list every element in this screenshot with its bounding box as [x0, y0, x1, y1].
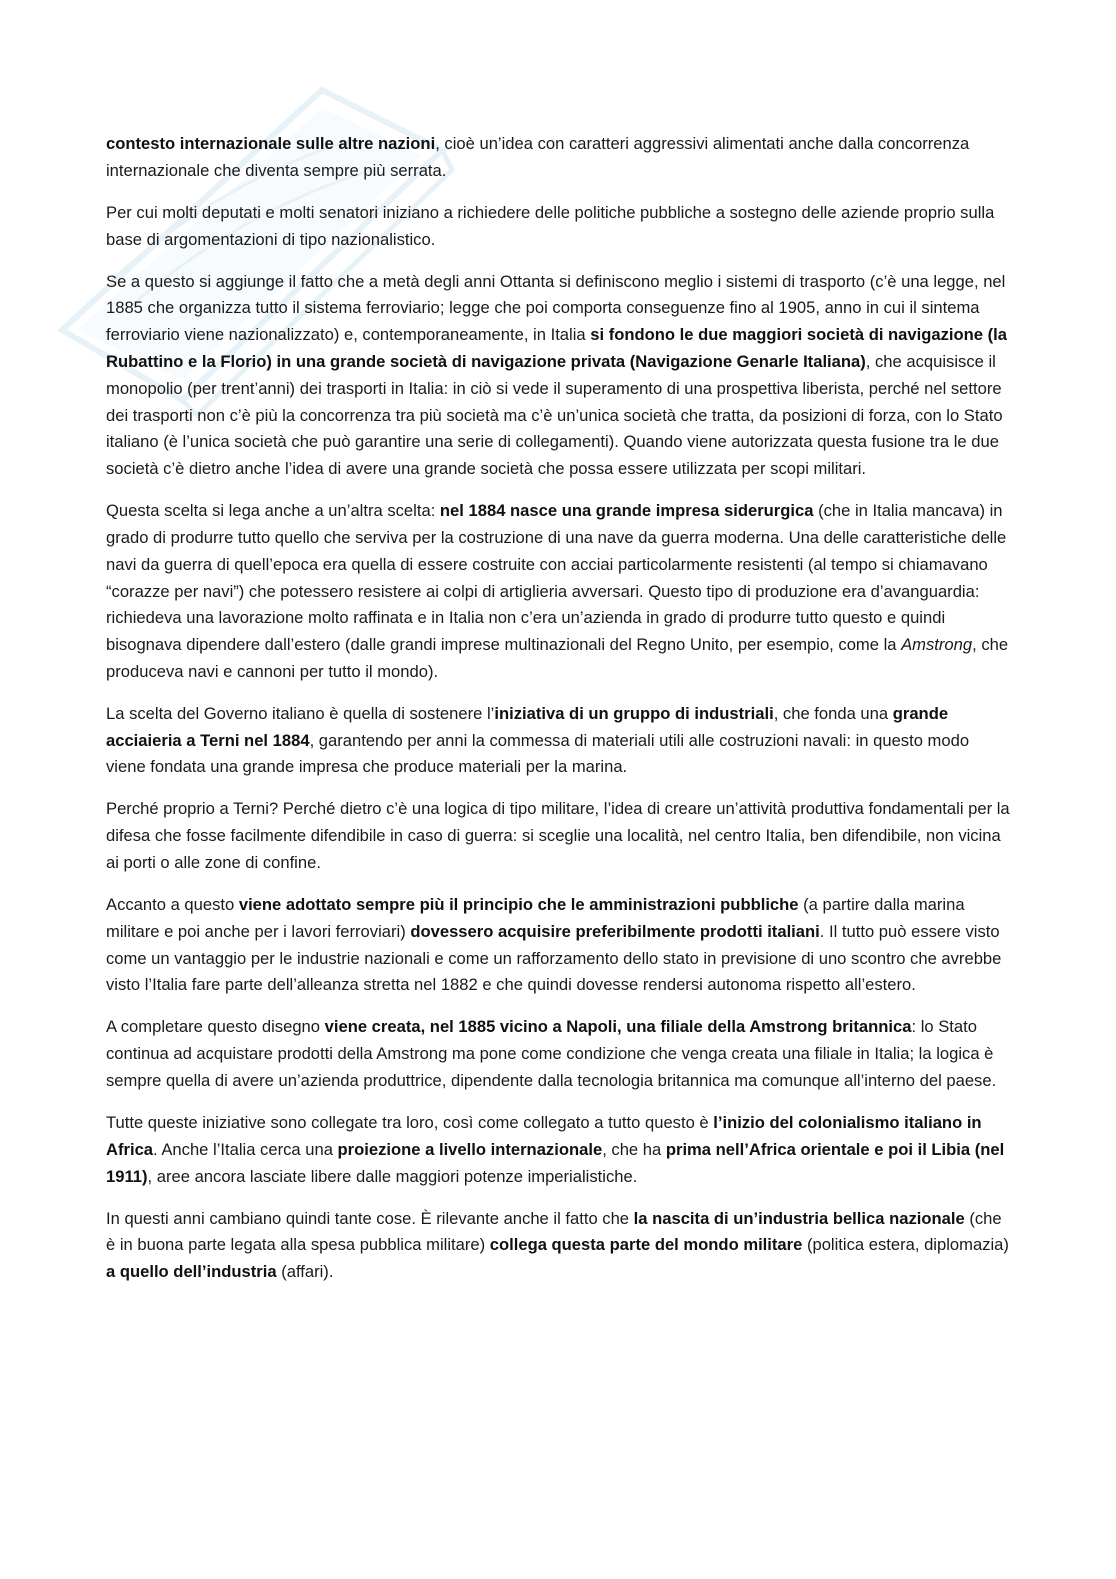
bold-text: prima nell’Africa orientale e poi il Libia (nel 1911)	[106, 1139, 1005, 1186]
bold-text: si fondono le due maggiori società di navigazione (la Rubattino e la Florio) in una grande società di navigazione privata (Navigazione Genarle Italiana)	[106, 325, 1007, 371]
text-run: (affari).	[276, 1262, 334, 1282]
text-run: , cioè un’idea con caratteri aggressivi alimentati anche dalla concorrenza internazionale che diventa sempre più serrata.	[106, 134, 970, 180]
text-run: A completare questo disegno	[106, 1017, 325, 1037]
text-run: Accanto a questo	[106, 895, 239, 915]
paragraph-7	[106, 892, 1012, 999]
text-run: . Anche l’Italia cerca una	[153, 1139, 338, 1159]
text-run: , che fonda una	[773, 703, 893, 723]
paragraph-5	[106, 701, 1012, 781]
text-run: , che acquisisce il monopolio (per trent’anni) dei trasporti in Italia: in ciò si vede il superamento di una prospettiva liberista, perché nel settore dei trasporti non c’è più la concorrenza tra più società ma c’è un’unica società che tratta, da posizioni di forza, con lo Stato italiano (è l’unica società che può garantire una serie di collegamenti). Quando viene autorizzata questa fusione tra le due società c’è dietro anche l’idea di avere una grande società che possa essere utilizzata per scopi militari.	[106, 351, 1003, 479]
text-run: , garantendo per anni la commessa di materiali utili alle costruzioni navali: in questo modo viene fondata una grande impresa che produce materiali per la marina.	[106, 730, 970, 777]
bold-text: viene creata, nel 1885 vicino a Napoli, una filiale della Amstrong britannica	[324, 1017, 912, 1037]
bold-text: dovessero acquisire preferibilmente prodotti italiani	[410, 921, 820, 941]
text-run: Perché proprio a Terni? Perché dietro c’è una logica di tipo militare, l’idea di creare un’attività produttiva fondamentali per la difesa che fosse facilmente difendibile in caso di guerra: si sceglie una località, nel centro Italia, ben difendibile, non vicina ai porti o alle zone di confine.	[106, 799, 1010, 873]
text-run: , che produceva navi e cannoni per tutto il mondo).	[106, 635, 1009, 681]
text-run: Se a questo si aggiunge il fatto che a metà degli anni Ottanta si definiscono meglio i sistemi di trasporto (c’è una legge, nel 1885 che organizza tutto il sistema ferroviario; legge che poi comporta conseguenze fino al 1905, anno in cui il sintema ferroviario viene nazionalizzato) e, contemporaneamente, in Italia	[106, 271, 1006, 345]
paragraph-9	[106, 1110, 1012, 1190]
text-run: Per cui molti deputati e molti senatori iniziano a richiedere delle politiche pubbliche a sostegno delle aziende proprio sulla base di argomentazioni di tipo nazionalistico.	[106, 202, 995, 249]
text-run: La scelta del Governo italiano è quella di sostenere l’	[106, 703, 495, 723]
text-run: (che è in buona parte legata alla spesa pubblica militare)	[106, 1208, 1002, 1255]
text-run: . Il tutto può essere visto come un vantaggio per le industrie nazionali e come un rafforzamento dello stato in previsione di uno scontro che avrebbe visto l’Italia fare parte dell’alleanza stretta nel 1882 e che quindi dovesse rendersi autonoma rispetto all’estero.	[106, 921, 1002, 995]
text-run: (a partire dalla marina militare e poi anche per i lavori ferroviari)	[106, 895, 965, 941]
paragraph-2	[106, 200, 1012, 254]
document-text	[106, 131, 1012, 1301]
paragraph-3	[106, 269, 1012, 483]
bold-text: l’inizio del colonialismo italiano in Africa	[106, 1113, 982, 1159]
bold-text: a quello dell’industria	[106, 1262, 277, 1282]
paragraph-1	[106, 131, 1012, 185]
bold-text: grande acciaieria a Terni nel 1884	[106, 703, 949, 750]
text-run: : lo Stato continua ad acquistare prodotti della Amstrong ma pone come condizione che venga creata una filiale in Italia; la logica è sempre quella di avere un’azienda produttrice, dipendente dalla tecnologia britannica ma comunque all’interno del paese.	[106, 1017, 997, 1091]
paragraph-10	[106, 1206, 1012, 1286]
bold-text: contesto internazionale sulle altre nazioni	[106, 134, 436, 153]
bold-text: collega questa parte del mondo militare	[489, 1235, 803, 1255]
text-run: (che in Italia mancava) in grado di produrre tutto quello che serviva per la costruzione di una nave da guerra moderna. Una delle caratteristiche delle navi da guerra di quell’epoca era quella di essere costruite con acciai particolarmente resistenti (al tempo si chiamavano “corazze per navi”) che potessero resistere ai colpi di artiglieria avversari. Questo tipo di produzione era d’avanguardia: richiedeva una lavorazione molto raffinata e in Italia non c’era un’azienda in grado di produrre tutto questo e quindi bisognava dipendere dall’estero (dalle grandi imprese multinazionali del Regno Unito, per esempio, come la	[106, 501, 1007, 655]
bold-text: la nascita di un’industria bellica nazionale	[633, 1208, 965, 1228]
text-run: Questa scelta si lega anche a un’altra scelta:	[106, 501, 440, 521]
paragraph-8	[106, 1014, 1012, 1094]
text-run: , che ha	[602, 1139, 666, 1159]
text-run: Tutte queste iniziative sono collegate tra loro, così come collegato a tutto questo è	[106, 1113, 714, 1132]
paragraph-6	[106, 796, 1012, 876]
italic-text: Amstrong	[901, 635, 973, 655]
text-run: (politica estera, diplomazia)	[802, 1235, 1009, 1255]
bold-text: nel 1884 nasce una grande impresa siderurgica	[439, 501, 814, 521]
bold-text: viene adottato sempre più il principio che le amministrazioni pubbliche	[238, 895, 799, 915]
bold-text: proiezione a livello internazionale	[337, 1139, 603, 1159]
text-run: In questi anni cambiano quindi tante cose. È rilevante anche il fatto che	[106, 1208, 634, 1228]
text-run: , aree ancora lasciate libere dalle maggiori potenze imperialistiche.	[147, 1166, 638, 1186]
bold-text: iniziativa di un gruppo di industriali	[494, 703, 774, 723]
paragraph-4	[106, 498, 1012, 686]
